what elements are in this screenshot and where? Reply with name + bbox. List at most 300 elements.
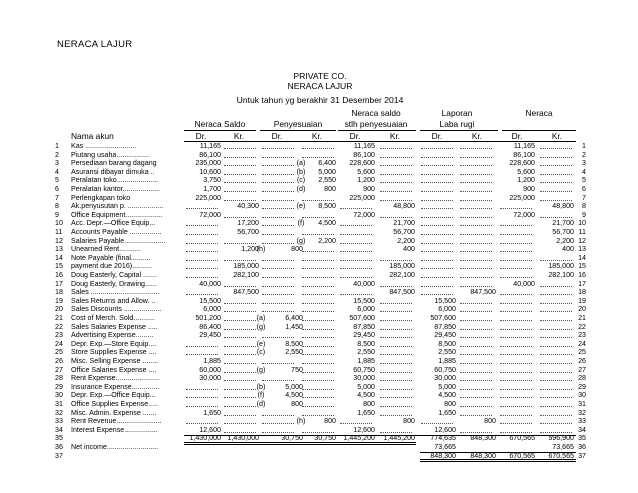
empty-cell <box>302 426 334 433</box>
empty-cell <box>262 417 294 424</box>
header-dr: Dr. <box>271 131 283 141</box>
header-dr: Dr. <box>349 131 361 141</box>
amount-cell: 5,600 <box>517 167 535 176</box>
empty-cell <box>540 323 572 330</box>
adjustment-ref: (h) <box>256 245 266 254</box>
empty-cell <box>540 340 572 347</box>
empty-cell <box>186 237 218 244</box>
empty-cell <box>224 409 256 416</box>
row-number-right: 17 <box>578 279 586 288</box>
empty-cell <box>340 219 372 226</box>
empty-cell <box>380 297 412 304</box>
amount-cell: 4,500 <box>438 391 456 400</box>
amount-cell: 185,000 <box>548 262 574 271</box>
amount-cell: 1,450 <box>285 322 303 331</box>
empty-cell <box>262 271 294 278</box>
row-number-right: 9 <box>582 210 586 219</box>
row-number-right: 27 <box>578 365 586 374</box>
amount-cell: 847,500 <box>233 288 259 297</box>
row-number-right: 22 <box>578 322 586 331</box>
empty-cell <box>302 297 334 304</box>
amount-cell: 21,700 <box>552 219 574 228</box>
row-number: 15 <box>55 262 63 271</box>
empty-cell <box>460 374 492 381</box>
row-number: 20 <box>55 305 63 314</box>
row-number-right: 15 <box>578 262 586 271</box>
empty-cell <box>262 185 294 192</box>
empty-cell <box>262 297 294 304</box>
row-number: 23 <box>55 331 63 340</box>
empty-cell <box>460 348 492 355</box>
account-name: Sales ................................... <box>71 288 160 297</box>
row-number-right: 6 <box>582 185 586 193</box>
empty-cell <box>540 426 572 433</box>
amount-cell: 1,650 <box>203 408 221 417</box>
empty-cell <box>500 262 532 269</box>
row-number: 8 <box>55 202 59 211</box>
amount-cell: 282,100 <box>548 271 574 279</box>
empty-cell <box>421 185 453 192</box>
amount-cell: 1,200 <box>357 176 375 185</box>
empty-cell <box>421 245 453 252</box>
empty-cell <box>224 237 256 244</box>
row-number-right: 32 <box>578 408 586 417</box>
adjustment-ref: (g) <box>296 236 306 245</box>
empty-cell <box>460 383 492 390</box>
row-number: 7 <box>55 193 59 202</box>
amount-cell: 4,500 <box>285 391 303 400</box>
amount-cell: 87,850 <box>434 322 456 331</box>
amount-cell: 5,600 <box>357 167 375 176</box>
empty-cell <box>340 288 372 295</box>
adjustment-ref: (g) <box>256 365 266 374</box>
row-number-right: 19 <box>578 296 586 305</box>
empty-cell <box>302 391 334 398</box>
amount-cell: 56,700 <box>237 228 259 236</box>
adjustment-ref: (c) <box>256 348 266 357</box>
account-name: Salaries Payable..................... <box>71 236 166 245</box>
account-name: Note Payable (final.......... <box>71 253 151 262</box>
amount-cell: 12,600 <box>434 425 456 434</box>
amount-cell: 60,750 <box>353 365 375 374</box>
empty-cell <box>460 357 492 364</box>
adjustment-ref: (h) <box>296 417 306 426</box>
empty-cell <box>500 417 532 424</box>
row-number: 29 <box>55 382 63 391</box>
empty-cell <box>500 400 532 407</box>
empty-cell <box>380 383 412 390</box>
empty-cell <box>380 374 412 381</box>
empty-cell <box>380 305 412 312</box>
empty-cell <box>540 357 572 364</box>
amount-cell: 17,200 <box>237 219 259 228</box>
empty-cell <box>262 176 294 183</box>
empty-cell <box>224 168 256 175</box>
empty-cell <box>421 168 453 175</box>
empty-cell <box>540 348 572 355</box>
account-name: Ak.penyusutan p. .................. <box>71 202 164 211</box>
account-name: Persediaan barang dagang <box>71 159 157 168</box>
empty-cell <box>540 168 572 175</box>
row-number-right: 37 <box>578 451 586 460</box>
row-number-right: 30 <box>578 391 586 400</box>
empty-cell <box>540 151 572 158</box>
amount-cell: 4,500 <box>318 219 336 228</box>
empty-cell <box>224 426 256 433</box>
empty-cell <box>302 323 334 330</box>
adjustment-ref: (d) <box>296 185 306 193</box>
amount-cell: 8,500 <box>285 339 303 348</box>
empty-cell <box>340 245 372 252</box>
amount-cell: 1,650 <box>438 408 456 417</box>
empty-cell <box>340 202 372 209</box>
empty-cell <box>380 323 412 330</box>
header-kr: Kr. <box>389 131 401 141</box>
row-number: 4 <box>55 167 59 176</box>
row-number-right: 31 <box>578 400 586 408</box>
account-name: Net income.......................... <box>71 443 159 451</box>
account-name: Sales Returns and Allow. .. <box>71 296 156 305</box>
empty-cell <box>500 219 532 226</box>
total-rule <box>184 435 576 436</box>
amount-cell: 800 <box>444 400 456 408</box>
empty-cell <box>224 297 256 304</box>
header-laporan-2: Laba rugi <box>439 119 475 129</box>
empty-cell <box>421 288 453 295</box>
row-number-right: 4 <box>582 167 586 176</box>
row-number: 1 <box>55 142 59 150</box>
empty-cell <box>262 237 294 244</box>
adjustment-ref: (f) <box>257 391 265 400</box>
account-name: Depr. Exp.—Office Equip... <box>71 391 156 400</box>
adjustment-ref: (e) <box>296 202 306 211</box>
amount-cell: 15,500 <box>199 296 221 305</box>
row-number-right: 13 <box>578 245 586 254</box>
account-name: Advertising Expense......... <box>71 331 154 340</box>
empty-cell <box>262 211 294 218</box>
empty-cell <box>262 254 294 261</box>
empty-cell <box>540 400 572 407</box>
amount-cell: 800 <box>403 417 415 426</box>
empty-cell <box>460 323 492 330</box>
amount-cell: 225,000 <box>349 193 375 202</box>
amount-cell: 8,500 <box>438 339 456 348</box>
empty-cell <box>421 237 453 244</box>
account-name: Office Salaries Expense .... <box>71 365 157 374</box>
amount-cell: 6,400 <box>285 314 303 322</box>
empty-cell <box>460 185 492 192</box>
empty-cell <box>500 348 532 355</box>
empty-cell <box>540 211 572 218</box>
amount-cell: 1,885 <box>438 357 456 365</box>
empty-cell <box>302 314 334 321</box>
header-kr: Kr. <box>233 131 245 141</box>
header-laporan-1: Laporan <box>441 108 473 118</box>
empty-cell <box>421 194 453 201</box>
amount-cell: 2,200 <box>318 236 336 245</box>
amount-cell: 8,500 <box>357 339 375 348</box>
amount-cell: 86,100 <box>199 150 221 159</box>
amount-cell: 2,200 <box>556 236 574 245</box>
empty-cell <box>540 176 572 183</box>
empty-cell <box>380 142 412 149</box>
amount-cell: 6,400 <box>318 159 336 168</box>
empty-cell <box>186 228 218 235</box>
amount-cell: 30,000 <box>434 374 456 383</box>
empty-cell <box>421 159 453 166</box>
empty-cell <box>380 426 412 433</box>
account-name: Sales Salaries Expense ..... <box>71 322 158 331</box>
amount-cell: 6,000 <box>203 305 221 314</box>
amount-cell: 72,000 <box>199 210 221 219</box>
empty-cell <box>302 288 334 295</box>
row-number: 31 <box>55 400 63 408</box>
empty-cell <box>421 176 453 183</box>
amount-cell: 40,000 <box>353 279 375 288</box>
total-rule <box>420 452 576 453</box>
empty-cell <box>380 254 412 261</box>
empty-cell <box>460 305 492 312</box>
empty-cell <box>500 357 532 364</box>
empty-cell <box>540 417 572 424</box>
empty-cell <box>302 271 334 278</box>
amount-cell: 507,600 <box>430 314 456 322</box>
empty-cell <box>460 280 492 287</box>
row-number: 9 <box>55 210 59 219</box>
empty-cell <box>421 142 453 149</box>
amount-cell: 800 <box>291 400 303 408</box>
empty-cell <box>500 202 532 209</box>
empty-cell <box>460 228 492 235</box>
empty-cell <box>460 168 492 175</box>
empty-cell <box>380 331 412 338</box>
header-ns-setelah-2: stlh penyesuaian <box>344 119 408 129</box>
row-number-right: 7 <box>582 193 586 202</box>
statement-title: NERACA LAJUR <box>287 81 353 91</box>
empty-cell <box>421 211 453 218</box>
amount-cell: 774,635 <box>430 434 456 443</box>
empty-cell <box>186 348 218 355</box>
amount-cell: 40,000 <box>513 279 535 288</box>
row-number: 21 <box>55 314 63 322</box>
empty-cell <box>224 314 256 321</box>
empty-cell <box>500 383 532 390</box>
empty-cell <box>421 151 453 158</box>
empty-cell <box>224 417 256 424</box>
amount-cell: 1,200 <box>517 176 535 185</box>
empty-cell <box>262 202 294 209</box>
empty-cell <box>421 271 453 278</box>
account-name: Misc. Admin. Expense ....... <box>71 408 157 417</box>
empty-cell <box>460 331 492 338</box>
amount-cell: 12,600 <box>353 425 375 434</box>
amount-cell: 48,800 <box>393 202 415 211</box>
row-number-right: 21 <box>578 314 586 322</box>
empty-cell <box>262 142 294 149</box>
row-number-right: 2 <box>582 150 586 159</box>
row-number: 12 <box>55 236 63 245</box>
header-nama-akun: Nama akun <box>71 131 114 141</box>
amount-cell: 670,565 <box>548 451 574 460</box>
amount-cell: 11,165 <box>513 142 535 150</box>
amount-cell: 87,850 <box>353 322 375 331</box>
empty-cell <box>224 151 256 158</box>
empty-cell <box>302 383 334 390</box>
header-dr: Dr. <box>511 131 523 141</box>
empty-cell <box>540 194 572 201</box>
amount-cell: 8,500 <box>318 202 336 211</box>
amount-cell: 6,000 <box>438 305 456 314</box>
header-kr: Kr. <box>311 131 323 141</box>
amount-cell: 48,800 <box>552 202 574 211</box>
amount-cell: 800 <box>324 417 336 426</box>
amount-cell: 800 <box>363 400 375 408</box>
row-number-right: 5 <box>582 176 586 185</box>
empty-cell <box>224 374 256 381</box>
empty-cell <box>224 142 256 149</box>
empty-cell <box>302 142 334 149</box>
empty-cell <box>186 219 218 226</box>
empty-cell <box>380 391 412 398</box>
empty-cell <box>540 409 572 416</box>
empty-cell <box>500 297 532 304</box>
empty-cell <box>380 194 412 201</box>
account-name: Accounts Payable ................ <box>71 228 162 236</box>
amount-cell: 3,750 <box>203 176 221 185</box>
amount-cell: 5,000 <box>438 382 456 391</box>
row-number: 27 <box>55 365 63 374</box>
amount-cell: 596,900 <box>548 434 574 443</box>
empty-cell <box>262 409 294 416</box>
account-name: Insurance Expense.............. <box>71 382 160 391</box>
empty-cell <box>540 391 572 398</box>
empty-cell <box>540 383 572 390</box>
row-number: 33 <box>55 417 63 426</box>
amount-cell: 40,000 <box>199 279 221 288</box>
empty-cell <box>380 409 412 416</box>
header-ns-setelah-1: Neraca saldo <box>351 108 401 118</box>
account-name: Interest Expense................. <box>71 425 158 434</box>
empty-cell <box>380 211 412 218</box>
account-name: Store Supplies Expense .... <box>71 348 157 357</box>
amount-cell: 507,600 <box>349 314 375 322</box>
amount-cell: 501,200 <box>195 314 221 322</box>
empty-cell <box>224 254 256 261</box>
empty-cell <box>500 323 532 330</box>
header-dr: Dr. <box>431 131 443 141</box>
empty-cell <box>302 400 334 407</box>
amount-cell: 5,000 <box>357 382 375 391</box>
amount-cell: 1,445,200 <box>383 434 415 443</box>
amount-cell: 56,700 <box>552 228 574 236</box>
amount-cell: 60,750 <box>434 365 456 374</box>
empty-cell <box>500 254 532 261</box>
amount-cell: 40,300 <box>237 202 259 211</box>
amount-cell: 848,300 <box>470 434 496 443</box>
empty-cell <box>224 366 256 373</box>
empty-cell <box>302 357 334 364</box>
adjustment-ref: (a) <box>256 314 266 322</box>
header-penyesuaian: Penyesuaian <box>273 119 323 129</box>
row-number-right: 14 <box>578 253 586 262</box>
amount-cell: 900 <box>363 185 375 193</box>
empty-cell <box>540 280 572 287</box>
amount-cell: 86,400 <box>199 322 221 331</box>
empty-cell <box>302 409 334 416</box>
empty-cell <box>421 280 453 287</box>
empty-cell <box>224 391 256 398</box>
empty-cell <box>500 314 532 321</box>
amount-cell: 282,100 <box>389 271 415 279</box>
empty-cell <box>186 245 218 252</box>
empty-cell <box>262 151 294 158</box>
empty-cell <box>540 297 572 304</box>
amount-cell: 2,550 <box>438 348 456 357</box>
empty-cell <box>460 142 492 149</box>
row-number-right: 23 <box>578 331 586 340</box>
amount-cell: 72,000 <box>513 210 535 219</box>
empty-cell <box>302 262 334 269</box>
empty-cell <box>262 159 294 166</box>
empty-cell <box>340 262 372 269</box>
empty-cell <box>421 202 453 209</box>
row-number: 32 <box>55 408 63 417</box>
row-number: 14 <box>55 253 63 262</box>
empty-cell <box>340 254 372 261</box>
amount-cell: 29,450 <box>434 331 456 340</box>
amount-cell: 5,000 <box>318 167 336 176</box>
empty-cell <box>460 219 492 226</box>
empty-cell <box>540 366 572 373</box>
empty-cell <box>302 348 334 355</box>
empty-cell <box>540 374 572 381</box>
statement-period: Untuk tahun yg berakhir 31 Desember 2014 <box>236 95 404 105</box>
amount-cell: 2,550 <box>357 348 375 357</box>
empty-cell <box>302 245 334 252</box>
amount-cell: 56,700 <box>393 228 415 236</box>
empty-cell <box>262 280 294 287</box>
empty-cell <box>460 271 492 278</box>
row-number: 26 <box>55 357 63 365</box>
row-number: 34 <box>55 425 63 434</box>
empty-cell <box>224 159 256 166</box>
amount-cell: 670,565 <box>509 451 535 460</box>
empty-cell <box>500 409 532 416</box>
empty-cell <box>460 297 492 304</box>
amount-cell: 21,700 <box>393 219 415 228</box>
amount-cell: 847,500 <box>470 288 496 297</box>
empty-cell <box>460 400 492 407</box>
empty-cell <box>540 254 572 261</box>
empty-cell <box>302 228 334 235</box>
empty-cell <box>460 254 492 261</box>
row-number-right: 29 <box>578 382 586 391</box>
empty-cell <box>224 280 256 287</box>
empty-cell <box>302 331 334 338</box>
amount-cell: 235,000 <box>195 159 221 168</box>
row-number: 10 <box>55 219 63 228</box>
row-number: 11 <box>55 228 63 236</box>
row-number: 25 <box>55 348 63 357</box>
row-number-right: 20 <box>578 305 586 314</box>
empty-cell <box>540 314 572 321</box>
total-rule <box>184 442 416 445</box>
empty-cell <box>302 305 334 312</box>
empty-cell <box>500 288 532 295</box>
row-number: 6 <box>55 185 59 193</box>
empty-cell <box>262 262 294 269</box>
header-kr: Kr. <box>471 131 483 141</box>
